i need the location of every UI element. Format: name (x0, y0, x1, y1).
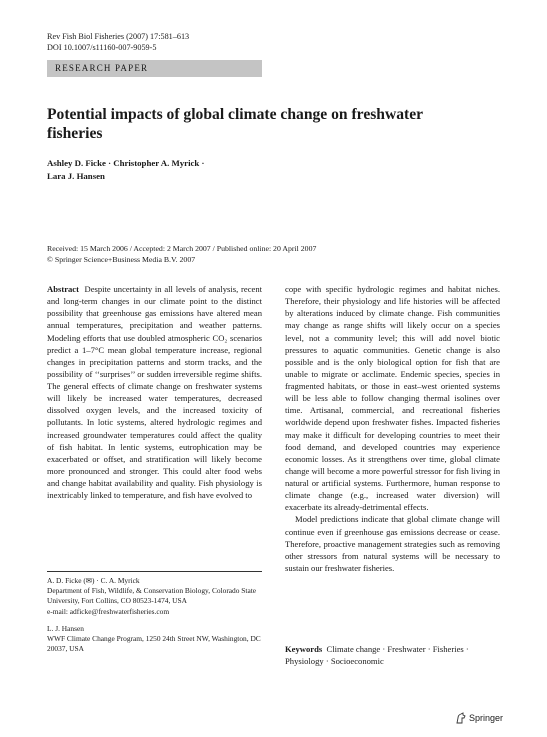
publisher-name: Springer (469, 713, 504, 723)
abstract-text-left: Despite uncertainty in all levels of analysis, recent and long-term changes in our climate point to the distinct possibility that greenhouse gas emissions have altered mean annual temperatures, precipitation and weather patterns. Modeling efforts that use doubled atmospheric CO₂ scenarios predict a 1–7°C mean global temperature increase, regional changes in precipitation patterns and storm tracks, and the possibility of ‘‘surprises’’ or sudden irreversible regime shifts. The general effects of climate change on freshwater systems will likely be increased water temperatures, decreased dissolved oxygen levels, and the increased toxicity of pollutants. In lotic systems, altered hydrologic regimes and increased groundwater temperatures could affect the quality of fish habitat. In lentic systems, eutrophication may be exacerbated or offset, and stratification will likely become more pronounced and stronger. This could alter food webs and change habitat availability and quality. Fish physiology is inextricably linked to temperature, and fish have evolved to (47, 284, 263, 501)
footnote-divider (47, 571, 262, 572)
abstract-text-right: cope with specific hydrologic regimes and habitat niches. Therefore, their physiology and life histories will be affected by alterations induced by climate change. Fish communities may change as range shifts will likely occur on a species level, not a community level; this will add novel biotic pressures to aquatic communities. Genetic change is also possible and is the only biological option for fish that are unable to migrate or acclimate. Endemic species, species in fragmented habitats, or those in east–west oriented systems will be less able to follow changing thermal isolines over time. Artisanal, commercial, and recreational fisheries worldwide depend upon freshwater fishes. Impacted fisheries may make it difficult for developing countries to meet their food demand, and developed countries may experience economic losses. As it strengthens over time, global climate change will become a more powerful stressor for fish living in natural or artificial systems. Furthermore, human response to climate change (e.g., increased water diversion) will exacerbate its already-detrimental effects. (285, 284, 500, 513)
author-list (47, 157, 347, 182)
affiliation-2-address: WWF Climate Change Program, 1250 24th Street NW, Washington, DC 20037, USA (47, 634, 261, 654)
publication-history (47, 244, 316, 265)
abstract-label: Abstract (47, 284, 79, 294)
copyright-line: © Springer Science+Business Media B.V. 2007 (47, 254, 196, 264)
authors-line-2: Lara J. Hansen (47, 170, 105, 181)
journal-citation: Rev Fish Biol Fisheries (2007) 17:581–613 (47, 32, 190, 41)
affiliation-2-name: L. J. Hansen (47, 623, 84, 633)
abstract-text-right-para2: Model predictions indicate that global climate change will continue even if greenhouse gas emissions decrease or cease. Therefore, proactive management strategies such as removing other stressors from natural systems will be necessary to sustain our freshwater fisheries. (285, 514, 500, 573)
article-title: Potential impacts of global climate change on freshwater fisheries (47, 106, 423, 142)
journal-header (47, 31, 189, 53)
doi-line: DOI 10.1007/s11160-007-9059-5 (47, 43, 157, 52)
publisher-logo (455, 712, 503, 724)
section-label: RESEARCH PAPER (55, 63, 149, 73)
keywords-list: Climate change · Freshwater · Fisheries · Physiology · Socioeconomic (285, 644, 469, 667)
affiliation-1-names: A. D. Ficke (✉) · C. A. Myrick (47, 576, 140, 585)
abstract-left-column (47, 283, 262, 501)
keywords-block (285, 643, 500, 668)
abstract-right-column (285, 283, 500, 574)
affiliation-1-email: e-mail: adficke@freshwaterfisheries.com (47, 606, 170, 616)
springer-horse-icon (455, 713, 469, 723)
affiliations (47, 576, 262, 654)
section-banner (47, 60, 262, 77)
keywords-label: Keywords (285, 644, 323, 654)
authors-line-1: Ashley D. Ficke · Christopher A. Myrick · (47, 158, 205, 168)
affiliation-1-address: Department of Fish, Wildlife, & Conservation Biology, Colorado State University, Fort Collins, CO 80523-1474, USA (47, 586, 257, 606)
dates-line: Received: 15 March 2006 / Accepted: 2 March 2007 / Published online: 20 April 2007 (47, 244, 317, 253)
